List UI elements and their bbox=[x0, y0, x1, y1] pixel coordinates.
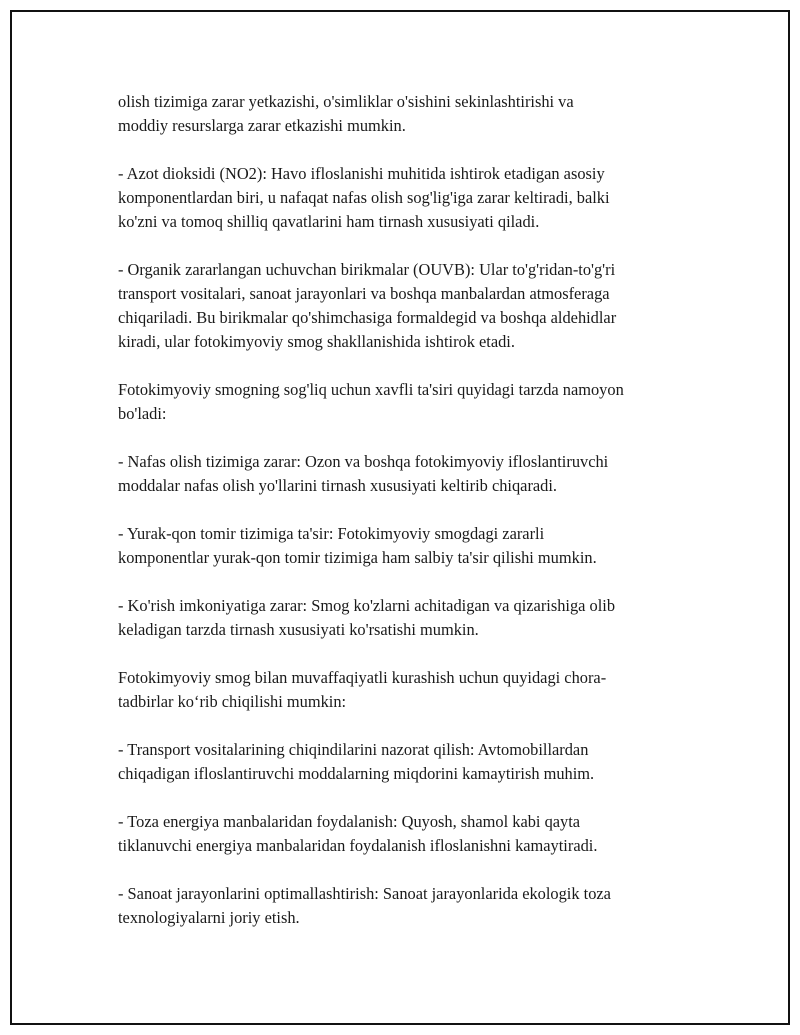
paragraph-continuation bbox=[118, 90, 678, 138]
text-line: tiklanuvchi energiya manbalaridan foydalanish ifloslanishni kamaytiradi. bbox=[118, 836, 598, 855]
paragraph-ouvb bbox=[118, 258, 678, 354]
text-line: komponentlar yurak-qon tomir tizimiga ham salbiy ta'sir qilishi mumkin. bbox=[118, 548, 597, 567]
text-line: - Nafas olish tizimiga zarar: Ozon va boshqa fotokimyoviy ifloslantiruvchi bbox=[118, 452, 609, 471]
document-body bbox=[118, 90, 678, 954]
paragraph-cardiovascular bbox=[118, 522, 678, 570]
text-line: moddiy resurslarga zarar etkazishi mumkin. bbox=[118, 116, 406, 135]
paragraph-no2 bbox=[118, 162, 678, 234]
paragraph-measures-intro bbox=[118, 666, 678, 714]
text-line: olish tizimiga zarar yetkazishi, o'simliklar o'sishini sekinlashtirishi va bbox=[118, 92, 574, 111]
text-line: - Toza energiya manbalaridan foydalanish: Quyosh, shamol kabi qayta bbox=[118, 812, 581, 831]
text-line: keladigan tarzda tirnash xususiyati ko'rsatishi mumkin. bbox=[118, 620, 479, 639]
text-line: moddalar nafas olish yo'llarini tirnash xususiyati keltirib chiqaradi. bbox=[118, 476, 558, 495]
text-line: Fotokimyoviy smog bilan muvaffaqiyatli kurashish uchun quyidagi chora- bbox=[118, 668, 607, 687]
paragraph-industry bbox=[118, 882, 678, 930]
text-line: kiradi, ular fotokimyoviy smog shakllanishida ishtirok etadi. bbox=[118, 332, 515, 351]
text-line: ko'zni va tomoq shilliq qavatlarini ham tirnash xususiyati qiladi. bbox=[118, 212, 540, 231]
text-line: - Yurak-qon tomir tizimiga ta'sir: Fotokimyoviy smogdagi zararli bbox=[118, 524, 545, 543]
text-line: - Transport vositalarining chiqindilarini nazorat qilish: Avtomobillardan bbox=[118, 740, 589, 759]
paragraph-respiratory bbox=[118, 450, 678, 498]
text-line: chiqadigan ifloslantiruvchi moddalarning miqdorini kamaytirish muhim. bbox=[118, 764, 595, 783]
text-line: - Ko'rish imkoniyatiga zarar: Smog ko'zlarni achitadigan va qizarishiga olib bbox=[118, 596, 616, 615]
text-line: - Sanoat jarayonlarini optimallashtirish: Sanoat jarayonlarida ekologik toza bbox=[118, 884, 611, 903]
text-line: komponentlardan biri, u nafaqat nafas olish sog'lig'iga zarar keltiradi, balki bbox=[118, 188, 610, 207]
text-line: chiqariladi. Bu birikmalar qo'shimchasiga formaldegid va boshqa aldehidlar bbox=[118, 308, 617, 327]
paragraph-clean-energy bbox=[118, 810, 678, 858]
paragraph-transport bbox=[118, 738, 678, 786]
paragraph-vision bbox=[118, 594, 678, 642]
text-line: bo'ladi: bbox=[118, 404, 167, 423]
paragraph-health-intro bbox=[118, 378, 678, 426]
text-line: transport vositalari, sanoat jarayonlari va boshqa manbalardan atmosferaga bbox=[118, 284, 610, 303]
text-line: - Azot dioksidi (NO2): Havo ifloslanishi muhitida ishtirok etadigan asosiy bbox=[118, 164, 605, 183]
text-line: tadbirlar ko‘rib chiqilishi mumkin: bbox=[118, 692, 347, 711]
text-line: Fotokimyoviy smogning sog'liq uchun xavfli ta'siri quyidagi tarzda namoyon bbox=[118, 380, 624, 399]
text-line: texnologiyalarni joriy etish. bbox=[118, 908, 300, 927]
text-line: - Organik zararlangan uchuvchan birikmalar (OUVB): Ular to'g'ridan-to'g'ri bbox=[118, 260, 616, 279]
